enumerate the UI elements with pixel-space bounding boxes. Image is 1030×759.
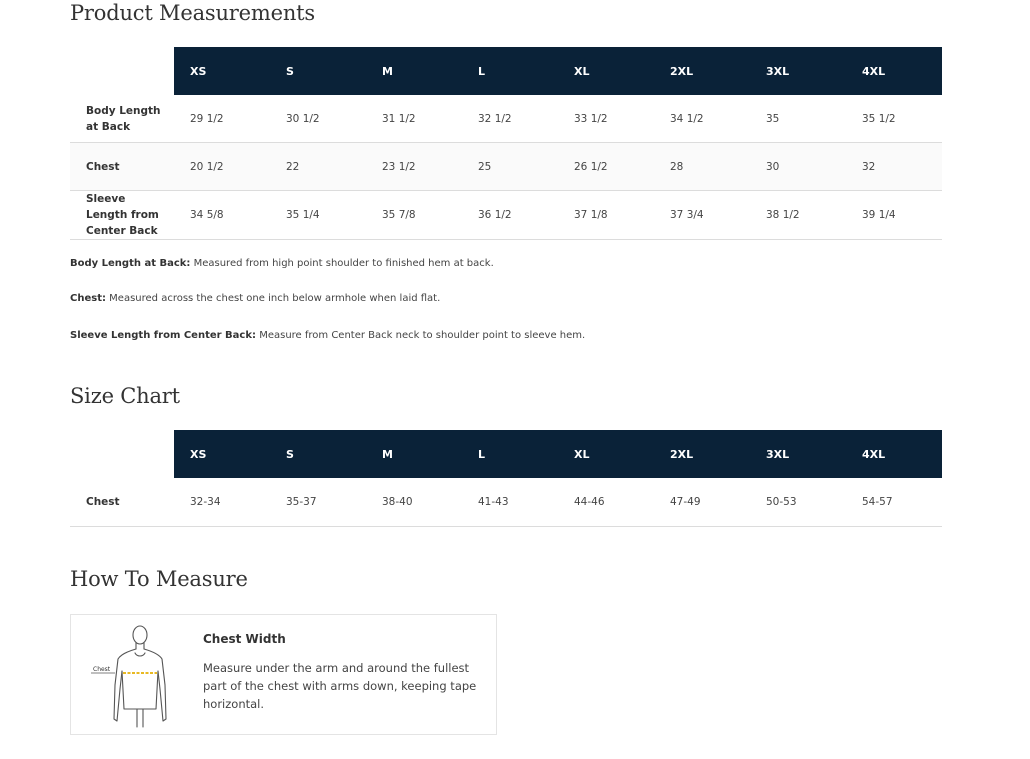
table-cell: 23 1/2 (366, 143, 462, 191)
table-cell: 20 1/2 (174, 143, 270, 191)
product-measurements-heading: Product Measurements (70, 1, 315, 25)
table-row (70, 95, 942, 143)
table-cell: 31 1/2 (366, 95, 462, 143)
size-header-4xl: 4XL (846, 430, 942, 478)
note-text: Measured across the chest one inch below armhole when laid flat. (105, 293, 441, 304)
size-header-2xl: 2XL (654, 47, 750, 95)
card-description: Measure under the arm and around the fullest part of the chest with arms down, keeping tape horizontal. (203, 661, 477, 711)
table-cell: 29 1/2 (174, 95, 270, 143)
size-header-xs: XS (174, 47, 270, 95)
table-cell: 38-40 (366, 478, 462, 526)
table-cell: 26 1/2 (558, 143, 654, 191)
row-label: Chest (70, 478, 174, 526)
size-header-xl: XL (558, 430, 654, 478)
size-header-s: S (270, 47, 366, 95)
header-corner (70, 47, 174, 95)
table-row (70, 143, 942, 191)
table-cell: 47-49 (654, 478, 750, 526)
card-title: Chest Width (203, 632, 286, 646)
table-cell: 44-46 (558, 478, 654, 526)
size-header-4xl: 4XL (846, 47, 942, 95)
table-cell: 50-53 (750, 478, 846, 526)
table-cell: 54-57 (846, 478, 942, 526)
note-body-length (70, 258, 494, 269)
size-chart-heading: Size Chart (70, 384, 180, 408)
table-cell: 35 1/2 (846, 95, 942, 143)
size-header-3xl: 3XL (750, 47, 846, 95)
chest-measure-figure (85, 623, 175, 729)
table-cell: 38 1/2 (750, 191, 846, 240)
table-header-row (70, 47, 942, 95)
table-cell: 41-43 (462, 478, 558, 526)
table-cell: 37 1/8 (558, 191, 654, 240)
table-cell: 22 (270, 143, 366, 191)
note-term: Sleeve Length from Center Back: (70, 330, 257, 341)
table-cell: 35 1/4 (270, 191, 366, 240)
note-sleeve-length (70, 330, 585, 341)
table-cell: 35 (750, 95, 846, 143)
note-chest (70, 293, 440, 304)
size-header-l: L (462, 47, 558, 95)
size-header-xs: XS (174, 430, 270, 478)
table-cell: 34 1/2 (654, 95, 750, 143)
table-cell: 33 1/2 (558, 95, 654, 143)
table-cell: 32 1/2 (462, 95, 558, 143)
note-term: Chest: (70, 293, 106, 304)
table-cell: 28 (654, 143, 750, 191)
table-cell: 30 (750, 143, 846, 191)
table-header-row (70, 430, 942, 478)
size-header-2xl: 2XL (654, 430, 750, 478)
table-cell: 32 (846, 143, 942, 191)
size-header-m: M (366, 47, 462, 95)
how-to-measure-heading: How To Measure (70, 567, 248, 591)
table-cell: 32-34 (174, 478, 270, 526)
size-chart-table (70, 430, 942, 527)
row-label: Chest (70, 143, 174, 191)
table-cell: 35-37 (270, 478, 366, 526)
note-term: Body Length at Back: (70, 258, 191, 269)
size-header-l: L (462, 430, 558, 478)
table-cell: 37 3/4 (654, 191, 750, 240)
row-label: Sleeve Length from Center Back (70, 191, 174, 240)
figure-chest-label: Chest (93, 666, 111, 673)
row-label: Body Length at Back (70, 95, 174, 143)
table-cell: 30 1/2 (270, 95, 366, 143)
table-cell: 36 1/2 (462, 191, 558, 240)
chest-width-card (70, 614, 497, 735)
size-header-s: S (270, 430, 366, 478)
table-cell: 35 7/8 (366, 191, 462, 240)
table-row (70, 478, 942, 526)
table-cell: 25 (462, 143, 558, 191)
header-corner (70, 430, 174, 478)
size-header-m: M (366, 430, 462, 478)
note-text: Measure from Center Back neck to shoulder point to sleeve hem. (256, 330, 586, 341)
table-row (70, 191, 942, 240)
product-measurements-table (70, 47, 942, 240)
table-cell: 39 1/4 (846, 191, 942, 240)
size-header-xl: XL (558, 47, 654, 95)
note-text: Measured from high point shoulder to finished hem at back. (190, 258, 494, 269)
table-cell: 34 5/8 (174, 191, 270, 240)
size-header-3xl: 3XL (750, 430, 846, 478)
